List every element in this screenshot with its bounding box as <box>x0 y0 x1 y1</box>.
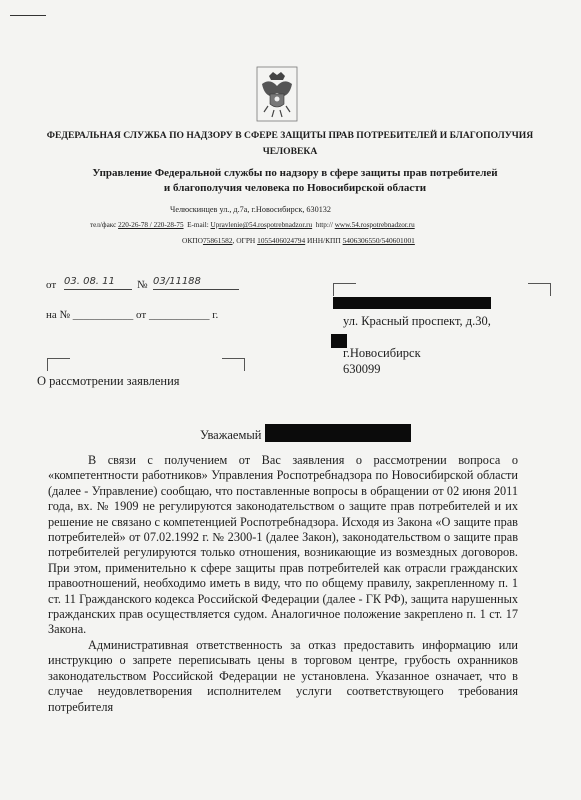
outgoing-date-label: от <box>46 279 57 291</box>
outgoing-date: 03. 08. 11 <box>64 276 132 290</box>
letter-body <box>48 453 518 715</box>
body-paragraph: Административная ответственность за отказ предоставить информацию или инструкцию о запрете переписывать цены в торговом центре, грубость охранников законодательством Российской Федерации не установлена. Указанное означает, что в случае неудовлетворения исполнителем услуги соответствующего требования потребителя <box>48 637 518 714</box>
recipient-street: ул. Красный проспект, д.30, <box>343 314 491 328</box>
address-bracket-left <box>333 283 356 296</box>
agency-name: ФЕДЕРАЛЬНАЯ СЛУЖБА ПО НАДЗОРУ В СФЕРЕ ЗАЩИТЫ ПРАВ ПОТРЕБИТЕЛЕЙ И БЛАГОПОЛУЧИЯ ЧЕЛОВЕКА <box>46 130 534 157</box>
department-address: Челюскинцев ул., д.7а, г.Новосибирск, 630132 <box>170 205 331 214</box>
phone-number: 220-26-78 / 220-28-75 <box>118 221 184 229</box>
outgoing-number-label: № <box>137 279 148 291</box>
reply-reference: на № ___________ от ___________ г. <box>46 309 219 321</box>
outgoing-number: 03/11188 <box>153 276 239 290</box>
email-link[interactable]: Upravlenie@54.rospotrebnadzor.ru <box>210 221 313 229</box>
corner-mark <box>10 15 46 16</box>
subject-line: О рассмотрении заявления <box>37 374 180 388</box>
redacted-addressee-name <box>265 424 411 442</box>
address-bracket-right <box>528 283 551 296</box>
recipient-postcode: 630099 <box>343 362 381 376</box>
coat-of-arms-icon <box>256 66 298 122</box>
recipient-city: г.Новосибирск <box>343 346 421 360</box>
body-paragraph: В связи с получением от Вас заявления о рассмотрении вопроса о «компетентности работников» Управления Роспотребнадзора по Новосибирской области (далее - Управление) сообщаю, что поставленные вопросы в обращении от 02 июня 2011 года, вх. № 1909 не регулируются законодательством о защите прав потребителей и их решение не связано с компетенцией Роспотребнадзора. Исходя из Закона «О защите прав потребителей» от 07.02.1992 г. № 2300-1 (далее Закон), законодательством о защите прав потребителей регулируются только отношения, возникающие из возмездных договоров. При этом, применительно к сфере защиты прав потребителей как отрасли гражданских правоотношений, необходимо иметь в виду, что по общему правилу, закрепленному п. 1 ст. 11 Гражданского кодекса Российской Федерации (далее - ГК РФ), защита нарушенных гражданских прав осуществляется судом. Аналогичное положение закреплено п. 1 ст. 17 Закона. <box>48 453 518 637</box>
registration-ids: ОКПО75861582, ОГРН 1055406024794 ИНН/КПП 5406306550/540601001 <box>182 236 415 245</box>
department-name: Управление Федеральной службы по надзору в сфере защиты прав потребителей и благополучия человека по Новосибирской области <box>92 167 498 194</box>
redacted-recipient-name <box>333 297 491 309</box>
subject-bracket-right <box>222 358 245 371</box>
subject-bracket-left <box>47 358 70 371</box>
salutation: Уважаемый <box>200 428 262 442</box>
contacts-line: тел/факс 220-26-78 / 220-28-75 E-mail: Upravlenie@54.rospotrebnadzor.ru http:// www.54.rospotrebnadzor.ru <box>90 221 415 229</box>
website-link[interactable]: www.54.rospotrebnadzor.ru <box>334 221 415 229</box>
